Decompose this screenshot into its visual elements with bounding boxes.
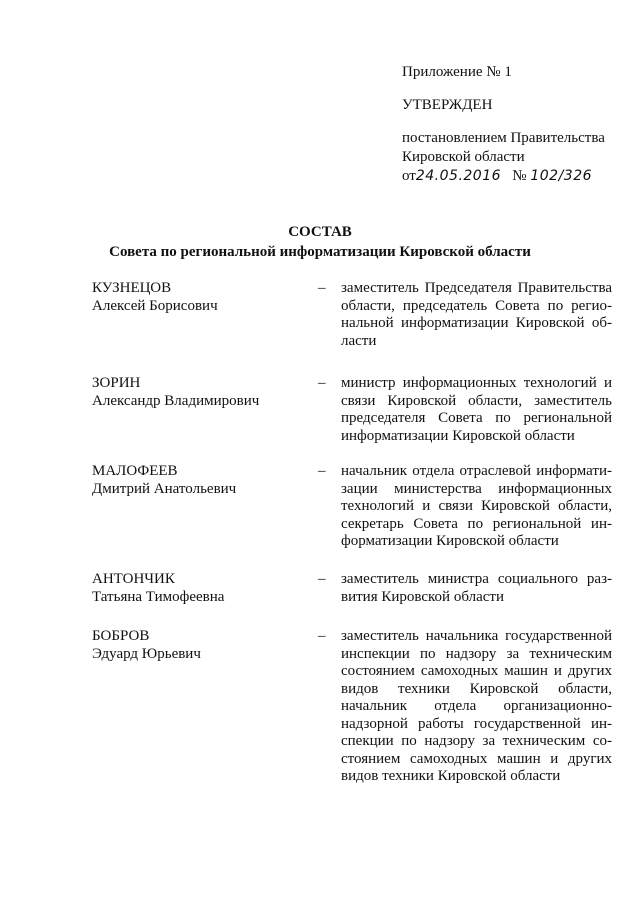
member-surname: БОБРОВ xyxy=(92,628,150,644)
member-given-name: Дмитрий Анатольевич xyxy=(92,480,237,497)
role-line: состоянием самоходных машин и других xyxy=(341,663,612,679)
role-line: заместитель начальника государственной xyxy=(341,628,612,644)
decree-number: 102/326 xyxy=(530,168,593,184)
member-dash: – xyxy=(318,463,326,479)
member-name xyxy=(92,571,312,606)
role-line: видов техники Кировской области, xyxy=(341,680,612,697)
role-line: нальной информатизации Кировской об- xyxy=(341,315,612,331)
member-given-name: Эдуард Юрьевич xyxy=(92,645,201,662)
member-name xyxy=(92,628,312,663)
member-dash: – xyxy=(318,375,326,391)
role-line: информатизации Кировской области xyxy=(341,427,575,444)
member-name xyxy=(92,280,312,315)
role-line: министр информационных технологий и xyxy=(341,375,612,391)
decree-prefix: от xyxy=(402,168,416,184)
member-dash: – xyxy=(318,280,326,296)
role-line: стоянием самоходных машин и других xyxy=(341,750,612,767)
document-title xyxy=(0,222,640,262)
role-line: спекции по надзору за техническим со- xyxy=(341,733,612,749)
title-line-2: Совета по региональной информатизации Кировской области xyxy=(109,244,531,260)
member-dash: – xyxy=(318,628,326,644)
role-line: надзорной работы государственной ин- xyxy=(341,715,612,732)
role-line: заместитель Председателя Правительства xyxy=(341,280,612,296)
role-line: ласти xyxy=(341,332,377,349)
role-line: видов техники Кировской области xyxy=(341,768,561,784)
member-surname: ЗОРИН xyxy=(92,375,141,391)
member-role xyxy=(341,375,612,445)
role-line: технологий и связи Кировской области, xyxy=(341,498,612,514)
member-name xyxy=(92,375,312,410)
member-given-name: Татьяна Тимофеевна xyxy=(92,588,225,605)
member-role xyxy=(341,571,612,606)
member-dash: – xyxy=(318,571,326,587)
role-line: начальник отдела организационно- xyxy=(341,698,612,714)
decree-line-1: постановлением Правительства xyxy=(402,130,605,146)
decree-number-label: № xyxy=(512,168,527,184)
title-line-1: СОСТАВ xyxy=(288,224,352,240)
member-given-name: Александр Владимирович xyxy=(92,392,260,409)
approved-label: УТВЕРЖДЕН xyxy=(402,97,493,113)
member-role xyxy=(341,463,612,551)
role-line: председателя Совета по региональной xyxy=(341,410,612,426)
role-line: вития Кировской области xyxy=(341,588,504,605)
role-line: заместитель министра социального раз- xyxy=(341,571,612,587)
member-name xyxy=(92,463,312,498)
role-line: зации министерства информационных xyxy=(341,480,612,497)
decree-line-2: Кировской области xyxy=(402,149,525,165)
member-role xyxy=(341,628,612,786)
role-line: начальник отдела отраслевой информати- xyxy=(341,463,612,479)
member-surname: АНТОНЧИК xyxy=(92,571,175,587)
approval-header xyxy=(402,63,612,186)
member-role xyxy=(341,280,612,350)
member-surname: МАЛОФЕЕВ xyxy=(92,463,178,479)
decree-date-line xyxy=(402,167,612,186)
role-line: инспекции по надзору за техническим xyxy=(341,645,612,662)
member-given-name: Алексей Борисович xyxy=(92,297,218,314)
role-line: секретарь Совета по региональной ин- xyxy=(341,515,612,532)
appendix-number: Приложение № 1 xyxy=(402,64,512,80)
role-line: связи Кировской области, заместитель xyxy=(341,392,612,409)
role-line: области, председатель Совета по регио- xyxy=(341,297,612,314)
decree-date: 24.05.2016 xyxy=(415,168,502,184)
role-line: форматизации Кировской области xyxy=(341,533,559,549)
member-surname: КУЗНЕЦОВ xyxy=(92,280,172,296)
